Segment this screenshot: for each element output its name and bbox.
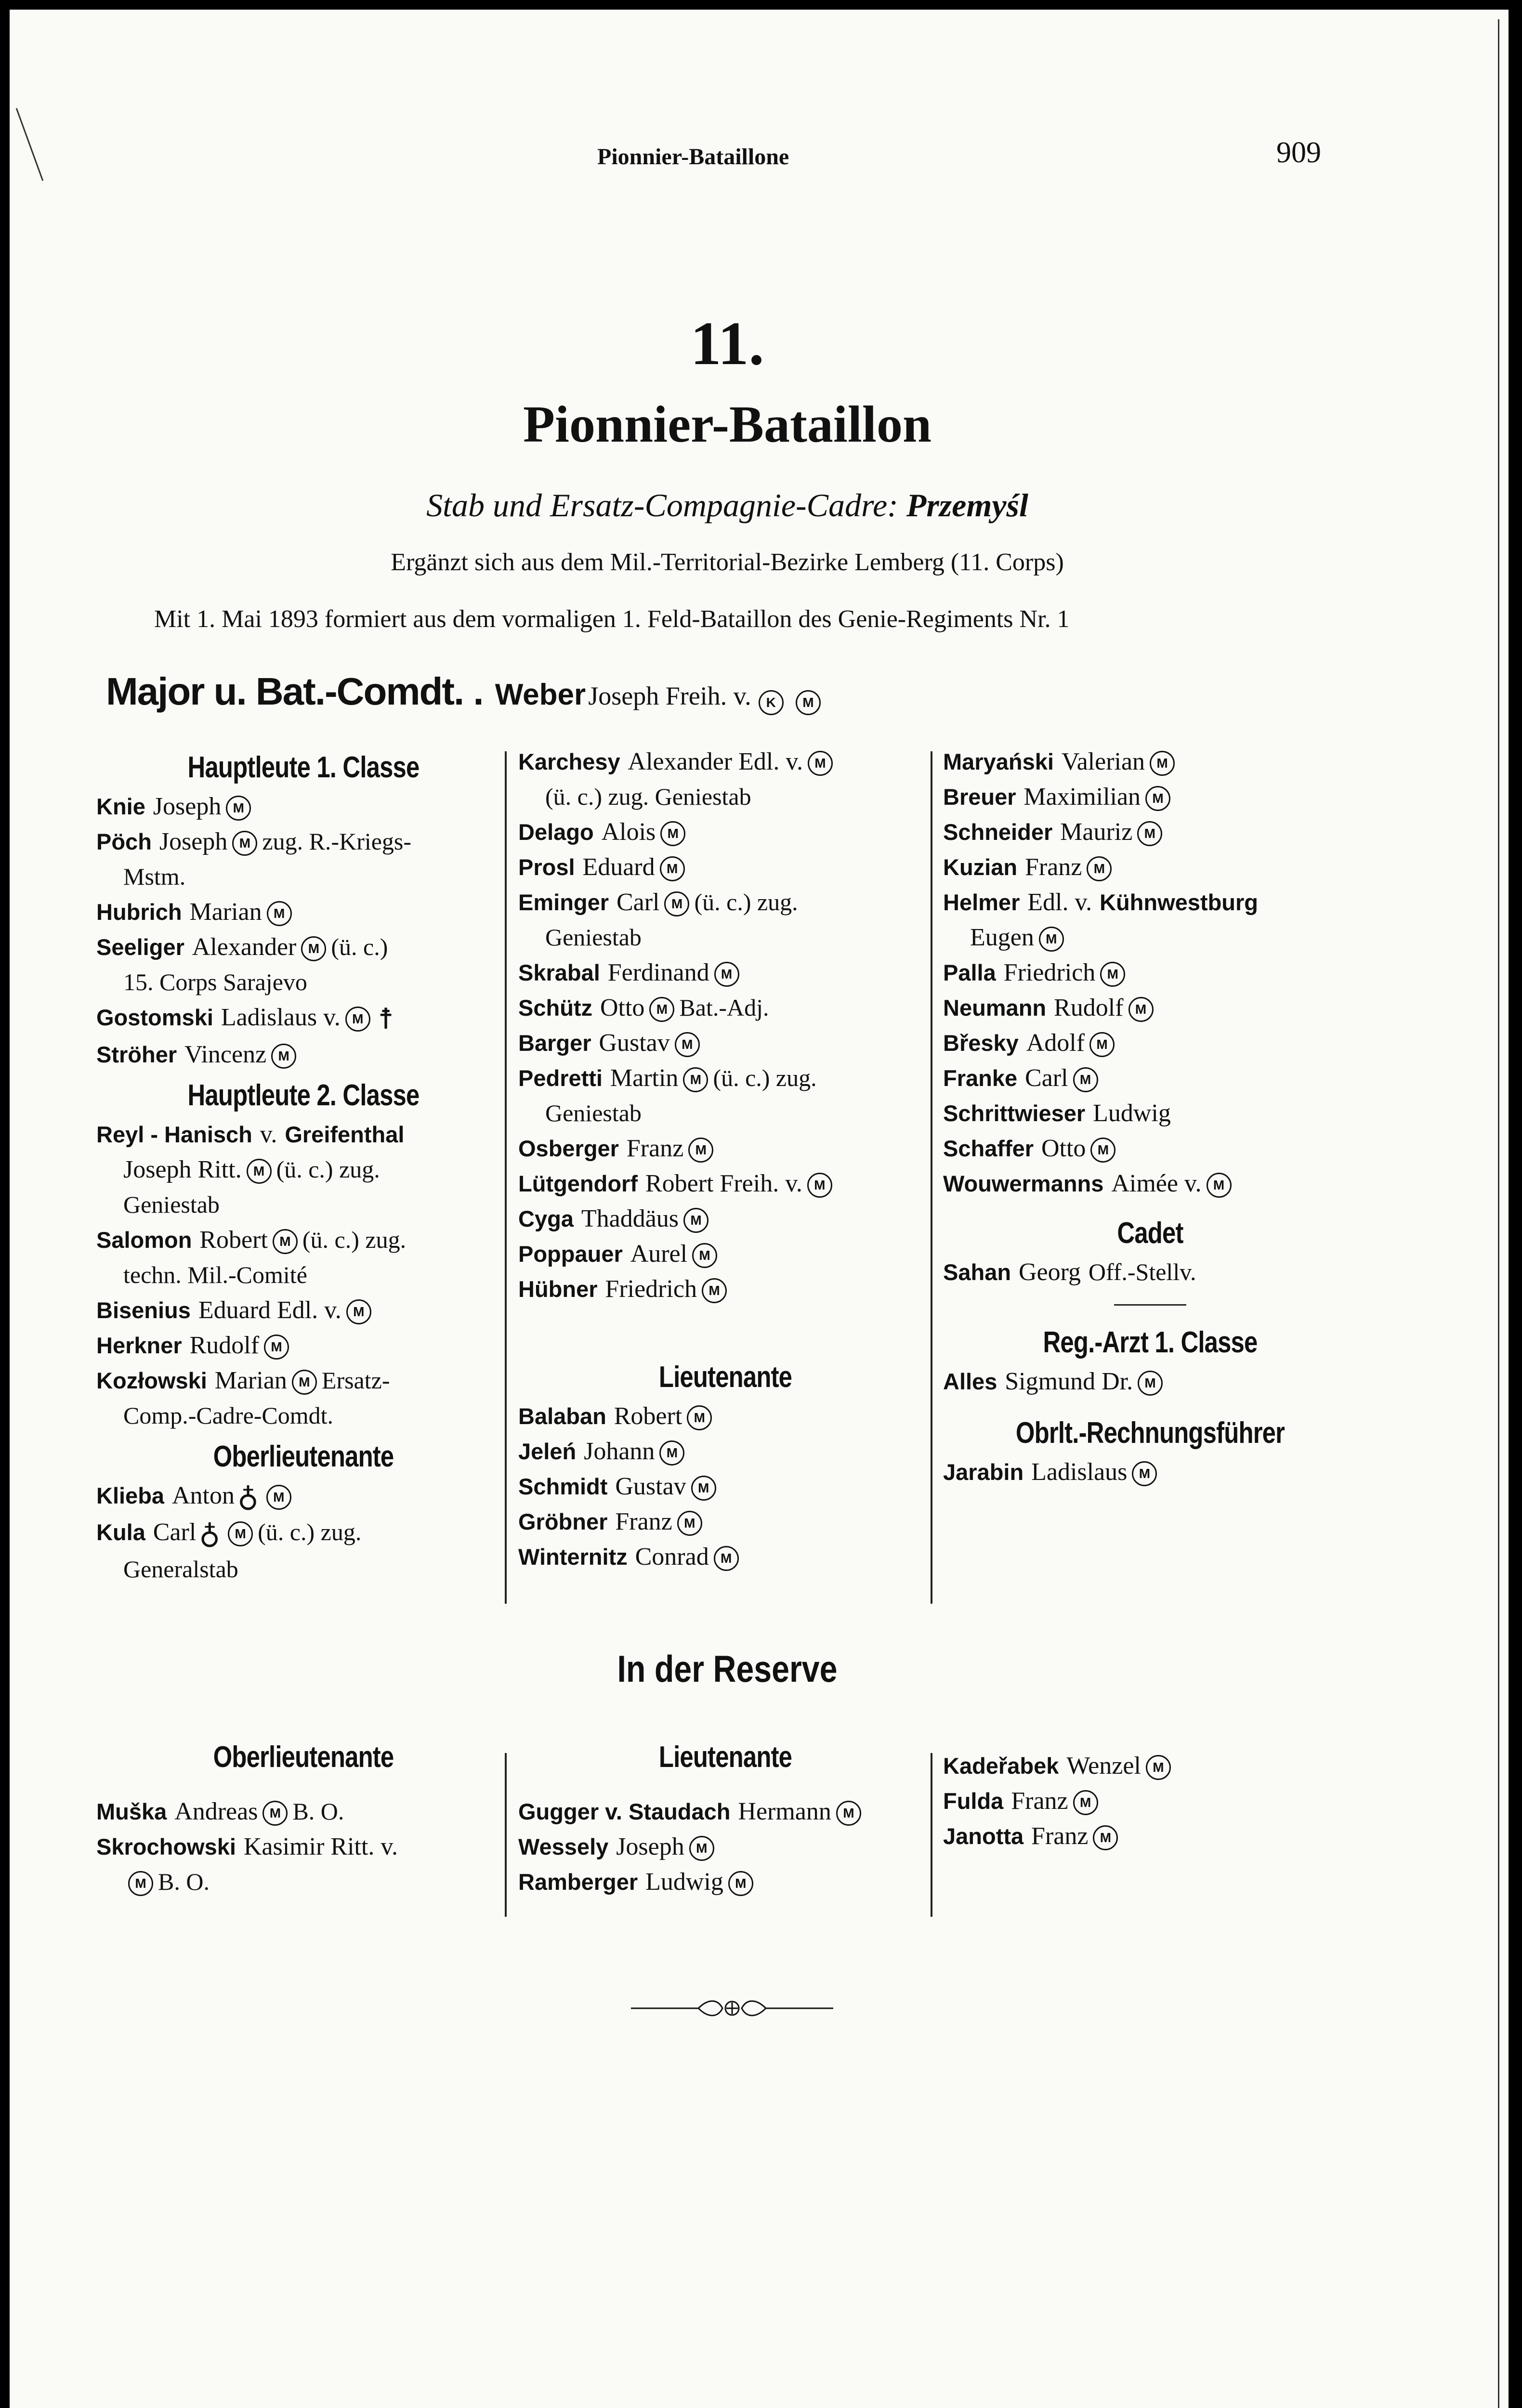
section-heading: Hauptleute 2. Classe — [187, 1078, 420, 1112]
list-item: Alles Sigmund Dr. M — [943, 1364, 1357, 1399]
section-heading: Oberlieutenante — [213, 1741, 394, 1774]
list-item: Lütgendorf Robert Freih. v. M — [518, 1166, 932, 1201]
circled-M-icon: M — [128, 1871, 153, 1896]
circled-M-icon: M — [1150, 751, 1175, 776]
circled-M-icon: M — [346, 1299, 371, 1324]
list-item: Helmer Edl. v. Kühnwestburg Eugen M — [943, 889, 1258, 951]
circled-M-icon: M — [689, 1836, 714, 1861]
list-item: Eminger Carl M (ü. c.) zug. Geniestab — [518, 889, 798, 951]
circled-K-icon: K — [759, 690, 784, 715]
list-item: Franke Carl M — [943, 1060, 1357, 1096]
circled-M-icon: M — [677, 1511, 702, 1536]
list-item: Bisenius Eduard Edl. v. M — [96, 1293, 511, 1328]
circled-M-icon: M — [267, 901, 292, 926]
order-ring-icon: ♁ — [237, 1480, 259, 1514]
order-ring-icon: ♁ — [199, 1517, 221, 1551]
reserve-column-3 — [943, 1748, 1357, 1854]
list-item: Kozłowski Marian M Ersatz- Comp.-Cadre-Comdt. — [96, 1366, 390, 1429]
section-heading: Oberlieutenante — [213, 1440, 394, 1473]
commander-rank: Major u. Bat.-Comdt. . — [106, 670, 483, 713]
circled-M-icon: M — [808, 751, 833, 776]
list-item: Prosl Eduard M — [518, 850, 932, 885]
circled-M-icon: M — [687, 1405, 712, 1430]
list-item: Herkner Rudolf M — [96, 1328, 511, 1363]
circled-M-icon: M — [1146, 1755, 1171, 1780]
circled-M-icon: M — [692, 1243, 717, 1268]
circled-M-icon: M — [702, 1278, 727, 1303]
list-item: Breuer Maximilian M — [943, 779, 1357, 814]
list-item: Janotta Franz M — [943, 1819, 1357, 1854]
list-item: Kadeřabek Wenzel M — [943, 1748, 1357, 1783]
list-item: Cyga Thaddäus M — [518, 1201, 932, 1236]
list-item: Poppauer Aurel M — [518, 1236, 932, 1271]
circled-M-icon: M — [264, 1335, 289, 1360]
circled-M-icon: M — [714, 962, 739, 987]
battalion-number: 11. — [690, 309, 764, 378]
list-item: Břesky Adolf M — [943, 1025, 1357, 1060]
circled-M-icon: M — [266, 1485, 291, 1510]
circled-M-icon: M — [836, 1801, 861, 1826]
list-item: Schneider Mauriz M — [943, 814, 1357, 850]
circled-M-icon: M — [683, 1067, 708, 1092]
circled-M-icon: M — [675, 1032, 700, 1057]
document-page — [10, 10, 1509, 2408]
cross-icon: ☨ — [378, 1002, 394, 1036]
reserve-title: In der Reserve — [617, 1648, 838, 1690]
list-item: Fulda Franz M — [943, 1783, 1357, 1819]
list-item: Schrittwieser Ludwig — [943, 1099, 1171, 1127]
station-line — [10, 486, 1445, 524]
list-item: Schaffer Otto M — [943, 1131, 1357, 1166]
circled-M-icon: M — [1207, 1173, 1232, 1198]
column-2 — [518, 744, 932, 1574]
formation-line: Mit 1. Mai 1893 formiert aus dem vormaligen 1. Feld-Bataillon des Genie-Regiments Nr. 1 — [154, 605, 1070, 633]
battalion-title: Pionnier-Bataillon — [523, 396, 932, 453]
circled-M-icon: M — [232, 831, 257, 856]
list-item: Wessely Joseph M — [518, 1829, 932, 1864]
list-item: Gröbner Franz M — [518, 1504, 932, 1539]
list-item: Delago Alois M — [518, 814, 932, 850]
list-item: Muška Andreas M B. O. — [96, 1798, 344, 1825]
list-item: Ramberger Ludwig M — [518, 1864, 932, 1899]
section-heading: Lieutenante — [658, 1361, 792, 1394]
list-item: Neumann Rudolf M — [943, 990, 1357, 1025]
list-item: Gostomski Ladislaus v. M ☨ — [96, 1002, 394, 1036]
page-edge-line-right — [1498, 19, 1499, 2408]
circled-M-icon: M — [1073, 1790, 1098, 1815]
list-item: Skrochowski Kasimir Ritt. v. M B. O. — [96, 1833, 398, 1895]
circled-M-icon: M — [1090, 1138, 1115, 1163]
reserve-column-2 — [518, 1734, 932, 1899]
circled-M-icon: M — [1145, 786, 1170, 811]
section-heading: Reg.-Arzt 1. Classe — [1043, 1326, 1258, 1359]
section-heading: Lieutenante — [658, 1741, 792, 1774]
circled-M-icon: M — [292, 1370, 317, 1395]
list-item: Hübner Friedrich M — [518, 1271, 932, 1307]
circled-M-icon: M — [262, 1801, 288, 1826]
circled-M-icon: M — [728, 1871, 753, 1896]
list-item: Reyl - Hanisch v. Greifenthal Joseph Ritt. M (ü. c.) zug. Geniestab — [96, 1120, 405, 1218]
page-edge-line-left — [16, 108, 44, 181]
circled-M-icon: M — [228, 1521, 253, 1546]
circled-M-icon: M — [1138, 1371, 1163, 1396]
list-item: Knie Joseph M — [96, 789, 511, 824]
reserve-column-1 — [96, 1734, 511, 1899]
list-item: Jarabin Ladislaus M — [943, 1454, 1357, 1490]
circled-M-icon: M — [714, 1546, 739, 1571]
ornament-divider-icon — [631, 1994, 833, 2023]
circled-M-icon: M — [1089, 1032, 1115, 1057]
section-heading: Obrlt.-Rechnungsführer — [1015, 1416, 1285, 1450]
circled-M-icon: M — [247, 1159, 272, 1184]
list-item: Kuzian Franz M — [943, 850, 1357, 885]
list-item: Skrabal Ferdinand M — [518, 955, 932, 990]
circled-M-icon: M — [660, 821, 685, 846]
recruitment-line: Ergänzt sich aus dem Mil.-Territorial-Bezirke Lemberg (11. Corps) — [391, 549, 1064, 576]
column-3 — [943, 744, 1357, 1490]
list-item: Wouwermanns Aimée v. M — [943, 1166, 1357, 1201]
circled-M-icon: M — [796, 690, 821, 715]
list-item: Sahan Georg Off.-Stellv. — [943, 1258, 1196, 1286]
circled-M-icon: M — [1137, 821, 1162, 846]
commander-surname: Weber — [495, 678, 586, 711]
commander-given: Joseph Freih. v. — [588, 681, 751, 710]
list-item: Osberger Franz M — [518, 1131, 932, 1166]
circled-M-icon: M — [649, 997, 674, 1022]
commander-line — [106, 669, 826, 715]
divider — [1114, 1304, 1186, 1306]
circled-M-icon: M — [683, 1208, 709, 1233]
list-item: Pedretti Martin M (ü. c.) zug. Geniestab — [518, 1064, 817, 1126]
circled-M-icon: M — [659, 1440, 684, 1466]
station-prefix: Stab und Ersatz-Compagnie-Cadre: — [426, 487, 898, 523]
list-item: Karchesy Alexander Edl. v. M (ü. c.) zug. Geniestab — [518, 744, 932, 814]
list-item: Hubrich Marian M — [96, 894, 511, 929]
column-1 — [96, 744, 511, 1587]
circled-M-icon: M — [345, 1007, 370, 1032]
list-item: Maryański Valerian M — [943, 744, 1357, 779]
list-item: Balaban Robert M — [518, 1399, 932, 1434]
circled-M-icon: M — [1132, 1461, 1157, 1486]
section-heading: Cadet — [1117, 1217, 1183, 1250]
list-item: Kula Carl ♁ M (ü. c.) zug. Generalstab — [96, 1517, 362, 1583]
circled-M-icon: M — [273, 1229, 298, 1254]
circled-M-icon: M — [1100, 962, 1125, 987]
circled-M-icon: M — [1073, 1067, 1098, 1092]
circled-M-icon: M — [1039, 927, 1064, 952]
section-heading: Hauptleute 1. Classe — [187, 751, 420, 784]
circled-M-icon: M — [226, 796, 251, 821]
circled-M-icon: M — [691, 1476, 716, 1501]
list-item: Schmidt Gustav M — [518, 1469, 932, 1504]
list-item: Winternitz Conrad M — [518, 1539, 932, 1574]
list-item: Pöch Joseph M zug. R.-Kriegs- Mstm. — [96, 828, 412, 890]
circled-M-icon: M — [660, 856, 685, 881]
list-item: Seeliger Alexander M (ü. c.) 15. Corps Sarajevo — [96, 933, 388, 995]
circled-M-icon: M — [807, 1173, 832, 1198]
circled-M-icon: M — [688, 1138, 713, 1163]
list-item: Jeleń Johann M — [518, 1434, 932, 1469]
list-item: Ströher Vincenz M — [96, 1037, 511, 1072]
station-city: Przemyśl — [906, 487, 1028, 523]
circled-M-icon: M — [301, 936, 326, 961]
list-item: Barger Gustav M — [518, 1025, 932, 1060]
circled-M-icon: M — [1128, 997, 1154, 1022]
list-item: Palla Friedrich M — [943, 955, 1357, 990]
circled-M-icon: M — [1087, 856, 1112, 881]
circled-M-icon: M — [1093, 1825, 1118, 1850]
list-item: Klieba Anton ♁ M — [96, 1478, 511, 1515]
list-item: Gugger v. Staudach Hermann M — [518, 1794, 932, 1829]
running-head: Pionnier-Bataillone — [597, 144, 789, 170]
circled-M-icon: M — [664, 891, 689, 916]
circled-M-icon: M — [271, 1044, 296, 1069]
list-item: Schütz Otto M Bat.-Adj. — [518, 994, 769, 1021]
page-number: 909 — [1276, 136, 1321, 169]
list-item: Salomon Robert M (ü. c.) zug. techn. Mil.-Comité — [96, 1226, 407, 1288]
